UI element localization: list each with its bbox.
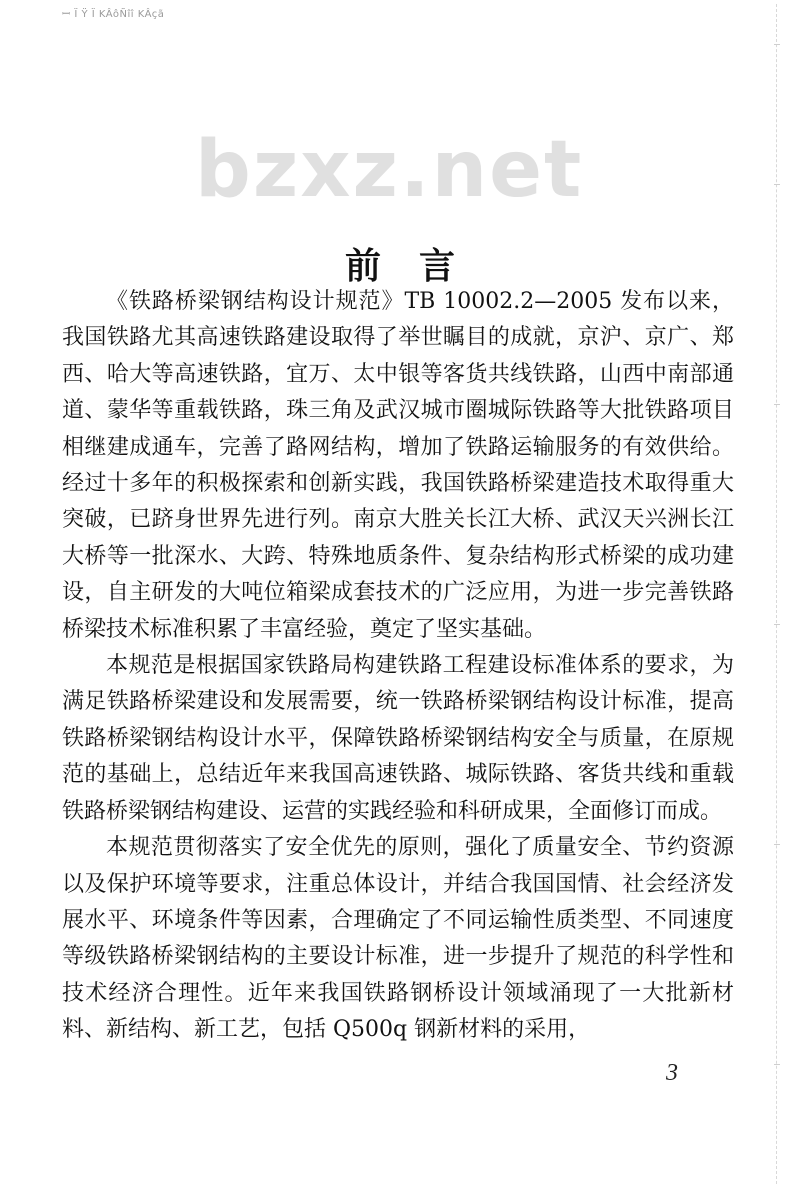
watermark: bzxz.net [195,125,584,215]
body-text [62,284,734,1049]
scan-header-text: ꟷ Ï Ÿ Ï KÂôÑîî KÂçã [62,9,165,20]
page-title: 前言 [344,245,493,288]
scan-edge-rule [776,4,777,1184]
paragraph-3: 本规范贯彻落实了安全优先的原则，强化了质量安全、节约资源以及保护环境等要求，注重总体设计，并结合我国国情、社会经济发展水平、环境条件等因素，合理确定了不同运输性质类型、不同速度等级铁路桥梁钢结构的主要设计标准，进一步提升了规范的科学性和技术经济合理性。近年来我国铁路钢桥设计领域涌现了一大批新材料、新结构、新工艺，包括 Q500q 钢新材料的采用， [62,835,734,1043]
paragraph-1: 《铁路桥梁钢结构设计规范》TB 10002.2—2005 发布以来，我国铁路尤其高速铁路建设取得了举世瞩目的成就，京沪、京广、郑西、哈大等高速铁路，宜万、太中银等客货共线铁路，山西中南部通道、蒙华等重载铁路，珠三角及武汉城市圈城际铁路等大批铁路项目相继建成通车，完善了路网结构，增加了铁路运输服务的有效供给。经过十多年的积极探索和创新实践，我国铁路桥梁建造技术取得重大突破，已跻身世界先进行列。南京大胜关长江大桥、武汉天兴洲长江大桥等一批深水、大跨、特殊地质条件、复杂结构形式桥梁的成功建设，自主研发的大吨位箱梁成套技术的广泛应用，为进一步完善铁路桥梁技术标准积累了丰富经验，奠定了坚实基础。 [62,289,734,642]
paragraph-2: 本规范是根据国家铁路局构建铁路工程建设标准体系的要求，为满足铁路桥梁建设和发展需要，统一铁路桥梁钢结构设计标准，提高铁路桥梁钢结构设计水平，保障铁路桥梁钢结构安全与质量，在原规范的基础上，总结近年来我国高速铁路、城际铁路、客货共线和重载铁路桥梁钢结构建设、运营的实践经验和科研成果，全面修订而成。 [62,653,734,824]
page-number: 3 [666,1060,678,1086]
